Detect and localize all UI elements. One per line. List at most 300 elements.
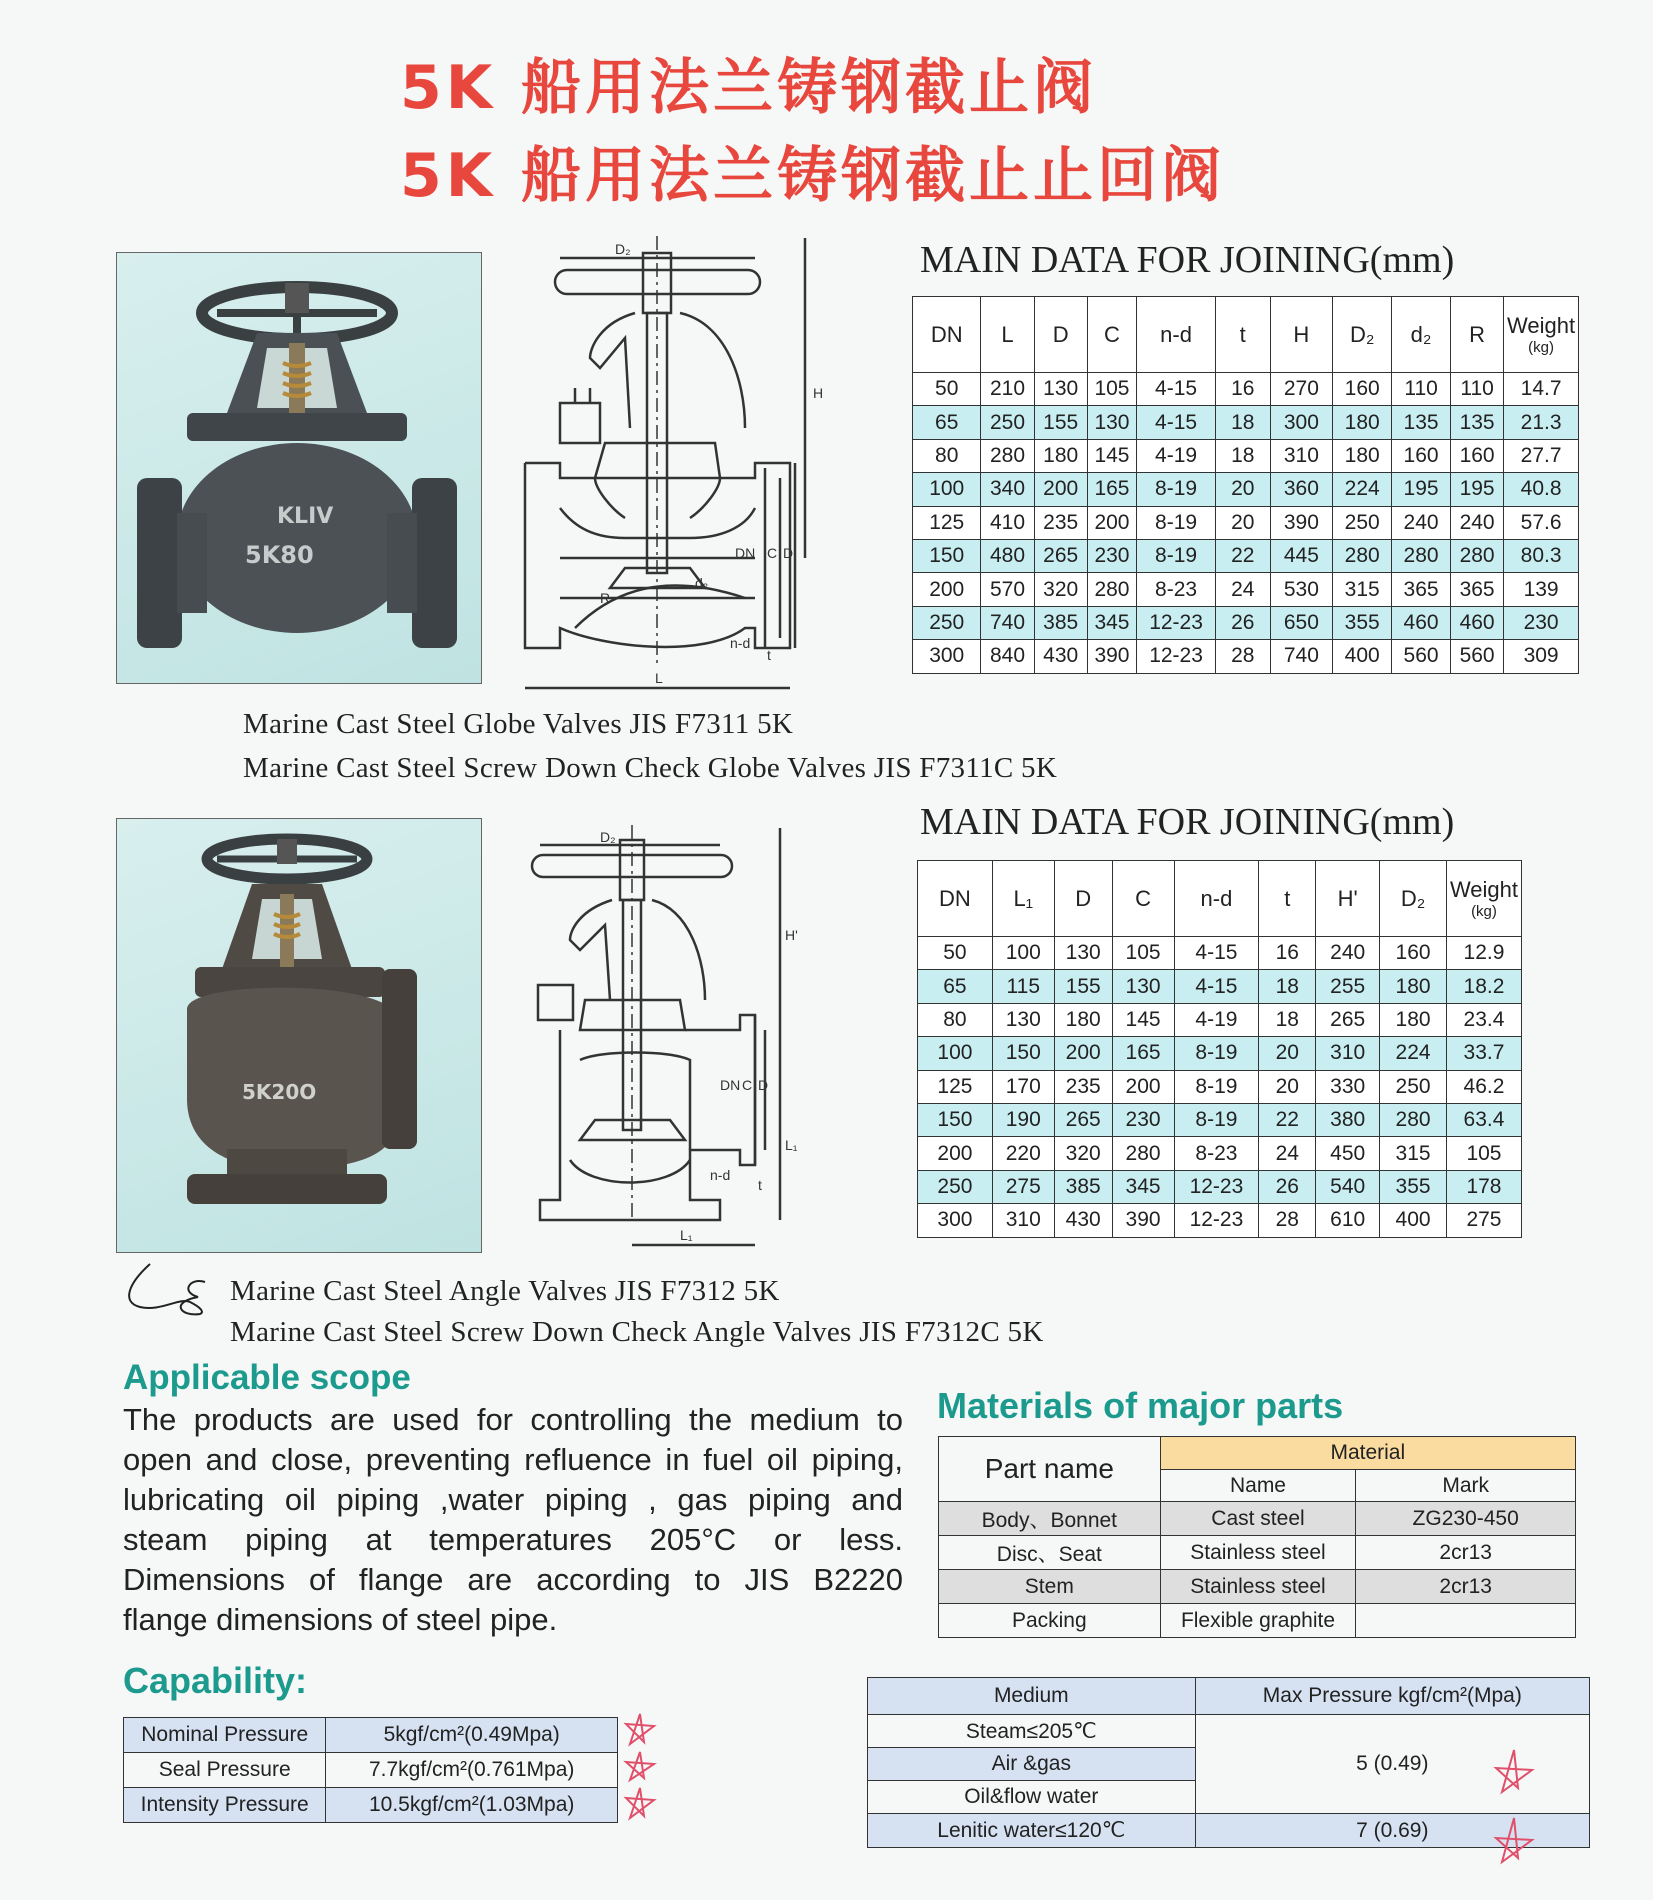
pressure-value-lenitic: 7 (0.69) (1195, 1814, 1589, 1848)
angle-table-cell: 275 (1446, 1204, 1521, 1237)
materials-mark (1356, 1604, 1576, 1638)
globe-table-cell: 22 (1215, 539, 1270, 572)
angle-photo-brand-marking: 5K20O (242, 1080, 317, 1104)
scope-line-1: The products are used for controlling the medium to (123, 1402, 903, 1437)
globe-valve-line-drawing (505, 228, 885, 698)
globe-table-cell: 80.3 (1504, 539, 1579, 572)
globe-table-cell: 145 (1087, 439, 1136, 472)
globe-table-row (913, 439, 1579, 472)
angle-table-cell: 4-15 (1174, 970, 1259, 1003)
angle-table-cell: 4-15 (1174, 937, 1259, 970)
globe-table-cell: 280 (981, 439, 1034, 472)
globe-table-cell: 110 (1392, 373, 1451, 406)
angle-table-cell: 130 (992, 1003, 1054, 1036)
globe-table-cell: 180 (1333, 406, 1392, 439)
globe-table-cell: 80 (913, 439, 981, 472)
globe-col-nd: n-d (1137, 297, 1216, 373)
globe-table-cell: 250 (1333, 506, 1392, 539)
angle-table-cell: 20 (1259, 1037, 1316, 1070)
globe-drawing-label-t: t (767, 647, 771, 663)
angle-col-dn: DN (918, 861, 993, 937)
globe-table-cell: 8-19 (1137, 473, 1216, 506)
angle-drawing-label-h-prime: H' (785, 927, 798, 943)
globe-drawing-label-dn: DN (735, 545, 756, 561)
materials-mark-header: Mark (1356, 1470, 1576, 1502)
pressure-medium-header: Medium (868, 1678, 1196, 1715)
materials-name: Cast steel (1160, 1502, 1356, 1536)
materials-mark: 2cr13 (1356, 1570, 1576, 1604)
angle-table-cell: 310 (1316, 1037, 1380, 1070)
globe-table-row (913, 473, 1579, 506)
globe-table-cell: 200 (1034, 473, 1087, 506)
globe-table-row (913, 606, 1579, 639)
globe-table-cell: 20 (1215, 473, 1270, 506)
globe-table-cell: 230 (1087, 539, 1136, 572)
globe-photo-brand-marking: KLIV (277, 504, 334, 529)
globe-table-cell: 28 (1215, 640, 1270, 673)
globe-drawing-label-l: L (655, 670, 663, 686)
globe-table-cell: 210 (981, 373, 1034, 406)
angle-table-cell: 12-23 (1174, 1170, 1259, 1203)
angle-col-nd: n-d (1174, 861, 1259, 937)
angle-table-cell: 300 (918, 1204, 993, 1237)
globe-table-row (913, 640, 1579, 673)
globe-drawing-label-nd: n-d (730, 635, 751, 651)
globe-table-cell: 250 (981, 406, 1034, 439)
capability-value: 7.7kgf/cm²(0.761Mpa) (326, 1753, 618, 1788)
angle-col-d2: D₂ (1380, 861, 1447, 937)
angle-table-cell: 170 (992, 1070, 1054, 1103)
globe-table-cell: 240 (1451, 506, 1504, 539)
globe-col-h: H (1270, 297, 1333, 373)
capability-row (124, 1718, 618, 1753)
globe-table-cell: 570 (981, 573, 1034, 606)
globe-table-row (913, 506, 1579, 539)
globe-table-row (913, 539, 1579, 572)
globe-table-cell: 16 (1215, 373, 1270, 406)
globe-table-cell: 355 (1333, 606, 1392, 639)
globe-table-cell: 235 (1034, 506, 1087, 539)
materials-header-row-1 (939, 1437, 1576, 1470)
globe-col-c: C (1087, 297, 1136, 373)
angle-table-cell: 380 (1316, 1103, 1380, 1136)
globe-table-cell: 280 (1087, 573, 1136, 606)
globe-table-cell: 240 (1392, 506, 1451, 539)
angle-table-cell: 330 (1316, 1070, 1380, 1103)
angle-table-cell: 8-19 (1174, 1037, 1259, 1070)
globe-table-cell: 445 (1270, 539, 1333, 572)
pressure-max-header: Max Pressure kgf/cm²(Mpa) (1195, 1678, 1589, 1715)
angle-table-cell: 540 (1316, 1170, 1380, 1203)
materials-row (939, 1502, 1576, 1536)
globe-table-cell: 560 (1392, 640, 1451, 673)
angle-table-cell: 115 (992, 970, 1054, 1003)
globe-table-cell: 65 (913, 406, 981, 439)
angle-table-cell: 150 (918, 1103, 993, 1136)
globe-table-cell: 300 (1270, 406, 1333, 439)
angle-table-row (918, 1204, 1522, 1237)
globe-table-cell: 135 (1451, 406, 1504, 439)
handwritten-star-marks (620, 1712, 660, 1824)
angle-table-cell: 315 (1380, 1137, 1447, 1170)
globe-drawing-label-c: C (767, 545, 778, 561)
angle-drawing-label-l1: L₁ (680, 1227, 693, 1243)
globe-table-cell: 165 (1087, 473, 1136, 506)
globe-table-cell: 740 (981, 606, 1034, 639)
globe-col-d2-small: d₂ (1392, 297, 1451, 373)
globe-table-cell: 27.7 (1504, 439, 1579, 472)
globe-col-weight-label: Weight (1507, 313, 1576, 338)
globe-table-cell: 180 (1333, 439, 1392, 472)
angle-table-cell: 250 (1380, 1070, 1447, 1103)
angle-table-cell: 280 (1112, 1137, 1174, 1170)
globe-table-cell: 125 (913, 506, 981, 539)
angle-table-cell: 190 (992, 1103, 1054, 1136)
globe-table-cell: 280 (1392, 539, 1451, 572)
capability-heading: Capability: (123, 1660, 308, 1701)
materials-table (938, 1436, 1576, 1638)
capability-value: 5kgf/cm²(0.49Mpa) (326, 1718, 618, 1753)
globe-drawing-label-d: D (783, 545, 794, 561)
angle-drawing-label-nd: n-d (710, 1167, 731, 1183)
materials-row (939, 1570, 1576, 1604)
globe-table-row (913, 373, 1579, 406)
globe-drawing-label-h: H (813, 385, 824, 401)
globe-table-cell: 530 (1270, 573, 1333, 606)
angle-table-cell: 224 (1380, 1037, 1447, 1070)
page-title-line-1: 5K 船用法兰铸钢截止阀 (400, 53, 1098, 123)
angle-table-cell: 400 (1380, 1204, 1447, 1237)
angle-table-cell: 200 (1112, 1070, 1174, 1103)
globe-table-cell: 390 (1270, 506, 1333, 539)
globe-table-cell: 130 (1087, 406, 1136, 439)
globe-col-r: R (1451, 297, 1504, 373)
angle-table-row (918, 1137, 1522, 1170)
pressure-value-main: 5 (0.49) (1195, 1715, 1589, 1814)
angle-table-cell: 12-23 (1174, 1204, 1259, 1237)
globe-table-cell: 200 (1087, 506, 1136, 539)
angle-table-cell: 65 (918, 970, 993, 1003)
globe-table-cell: 340 (981, 473, 1034, 506)
pressure-medium: Steam≤205℃ (868, 1715, 1196, 1748)
angle-caption-2: Marine Cast Steel Screw Down Check Angle Valves JIS F7312C 5K (230, 1316, 1044, 1348)
angle-table-cell: 105 (1446, 1137, 1521, 1170)
angle-col-h-prime: H' (1316, 861, 1380, 937)
globe-table-cell: 840 (981, 640, 1034, 673)
globe-table-cell: 250 (913, 606, 981, 639)
materials-mark: ZG230-450 (1356, 1502, 1576, 1536)
angle-table-cell: 200 (1054, 1037, 1112, 1070)
scope-line-3: lubricating oil piping ,water piping , gas piping and (123, 1482, 903, 1517)
handwritten-star-marks-pressure (1490, 1748, 1538, 1873)
globe-table-cell: 135 (1392, 406, 1451, 439)
materials-part: Disc、Seat (939, 1536, 1161, 1570)
globe-table-cell: 160 (1451, 439, 1504, 472)
capability-row (124, 1753, 618, 1788)
angle-table-cell: 265 (1316, 1003, 1380, 1036)
globe-table-cell: 460 (1392, 606, 1451, 639)
angle-table-cell: 230 (1112, 1103, 1174, 1136)
materials-row (939, 1604, 1576, 1638)
scope-line-4: steam piping at temperatures 205°C or less. (123, 1522, 903, 1557)
angle-table-cell: 33.7 (1446, 1037, 1521, 1070)
globe-table-cell: 160 (1392, 439, 1451, 472)
angle-table-cell: 280 (1380, 1103, 1447, 1136)
materials-heading: Materials of major parts (937, 1385, 1344, 1426)
globe-valve-drawing (505, 228, 885, 698)
angle-table-cell: 150 (992, 1037, 1054, 1070)
angle-table-cell: 390 (1112, 1204, 1174, 1237)
angle-table-cell: 310 (992, 1204, 1054, 1237)
angle-col-l1: L₁ (992, 861, 1054, 937)
materials-mark: 2cr13 (1356, 1536, 1576, 1570)
angle-table-row (918, 1170, 1522, 1203)
handwritten-squiggle-mark (120, 1262, 210, 1317)
materials-name: Flexible graphite (1160, 1604, 1356, 1638)
angle-table-row (918, 1037, 1522, 1070)
angle-drawing-label-d2: D₂ (600, 829, 616, 845)
globe-table-cell: 12-23 (1137, 640, 1216, 673)
angle-table-cell: 28 (1259, 1204, 1316, 1237)
materials-name: Stainless steel (1160, 1536, 1356, 1570)
angle-table-cell: 235 (1054, 1070, 1112, 1103)
materials-part: Stem (939, 1570, 1161, 1604)
angle-data-table (917, 860, 1522, 1238)
globe-table-cell: 300 (913, 640, 981, 673)
globe-table-cell: 195 (1392, 473, 1451, 506)
angle-table-cell: 105 (1112, 937, 1174, 970)
angle-table-cell: 220 (992, 1137, 1054, 1170)
globe-table-cell: 14.7 (1504, 373, 1579, 406)
angle-table-cell: 180 (1380, 970, 1447, 1003)
globe-table-cell: 360 (1270, 473, 1333, 506)
globe-table-heading: MAIN DATA FOR JOINING(mm) (920, 239, 1455, 281)
globe-photo-size-marking: 5K80 (245, 541, 314, 569)
angle-table-cell: 265 (1054, 1103, 1112, 1136)
globe-table-cell: 385 (1034, 606, 1087, 639)
globe-table-cell: 21.3 (1504, 406, 1579, 439)
angle-table-cell: 180 (1380, 1003, 1447, 1036)
angle-col-weight-unit: (kg) (1471, 903, 1497, 920)
angle-table-cell: 26 (1259, 1170, 1316, 1203)
angle-table-cell: 24 (1259, 1137, 1316, 1170)
angle-table-cell: 16 (1259, 937, 1316, 970)
globe-table-cell: 280 (1451, 539, 1504, 572)
angle-table-cell: 450 (1316, 1137, 1380, 1170)
globe-table-cell: 309 (1504, 640, 1579, 673)
angle-table-cell: 4-19 (1174, 1003, 1259, 1036)
materials-name-header: Name (1160, 1470, 1356, 1502)
globe-valve-photo (116, 252, 482, 684)
globe-table-cell: 180 (1034, 439, 1087, 472)
angle-col-weight-label: Weight (1449, 877, 1519, 902)
globe-table-cell: 110 (1451, 373, 1504, 406)
globe-col-d: D (1034, 297, 1087, 373)
globe-table-cell: 315 (1333, 573, 1392, 606)
angle-table-cell: 8-19 (1174, 1070, 1259, 1103)
globe-table-cell: 310 (1270, 439, 1333, 472)
angle-table-cell: 200 (918, 1137, 993, 1170)
globe-table-cell: 18 (1215, 406, 1270, 439)
capability-table (123, 1717, 618, 1823)
pressure-medium: Air &gas (868, 1748, 1196, 1781)
angle-table-cell: 240 (1316, 937, 1380, 970)
globe-table-cell: 320 (1034, 573, 1087, 606)
materials-part: Packing (939, 1604, 1161, 1638)
angle-table-cell: 46.2 (1446, 1070, 1521, 1103)
globe-valve-illustration (117, 253, 481, 683)
globe-table-cell: 8-23 (1137, 573, 1216, 606)
angle-table-cell: 130 (1054, 937, 1112, 970)
globe-table-cell: 50 (913, 373, 981, 406)
angle-drawing-label-dn: DN (720, 1077, 741, 1093)
angle-table-cell: 8-19 (1174, 1103, 1259, 1136)
globe-col-l: L (981, 297, 1034, 373)
angle-table-cell: 250 (918, 1170, 993, 1203)
pressure-row (868, 1814, 1590, 1848)
globe-table-cell: 18 (1215, 439, 1270, 472)
globe-table-cell: 480 (981, 539, 1034, 572)
globe-table-cell: 57.6 (1504, 506, 1579, 539)
globe-table-cell: 4-15 (1137, 406, 1216, 439)
globe-table-cell: 460 (1451, 606, 1504, 639)
angle-table-row (918, 1103, 1522, 1136)
globe-table-cell: 20 (1215, 506, 1270, 539)
globe-table-cell: 265 (1034, 539, 1087, 572)
globe-table-cell: 150 (913, 539, 981, 572)
angle-table-cell: 130 (1112, 970, 1174, 1003)
angle-table-cell: 100 (918, 1037, 993, 1070)
angle-table-row (918, 970, 1522, 1003)
angle-drawing-label-c: C (742, 1077, 753, 1093)
globe-table-cell: 430 (1034, 640, 1087, 673)
globe-col-d2: D₂ (1333, 297, 1392, 373)
globe-col-weight (1504, 297, 1579, 373)
globe-table-cell: 4-15 (1137, 373, 1216, 406)
capability-row (124, 1788, 618, 1823)
angle-table-cell: 275 (992, 1170, 1054, 1203)
globe-table-cell: 560 (1451, 640, 1504, 673)
globe-table-cell: 4-19 (1137, 439, 1216, 472)
globe-table-cell: 740 (1270, 640, 1333, 673)
angle-valve-illustration (117, 819, 481, 1252)
globe-table-cell: 270 (1270, 373, 1333, 406)
globe-table-cell: 24 (1215, 573, 1270, 606)
globe-table-cell: 12-23 (1137, 606, 1216, 639)
globe-table-cell: 26 (1215, 606, 1270, 639)
materials-material-header: Material (1160, 1437, 1575, 1470)
globe-table-cell: 365 (1392, 573, 1451, 606)
globe-table-cell: 195 (1451, 473, 1504, 506)
angle-drawing-label-l1-vertical: L₁ (785, 1137, 798, 1153)
globe-data-table (912, 296, 1579, 674)
angle-table-cell: 63.4 (1446, 1103, 1521, 1136)
globe-table-header-row (913, 297, 1579, 373)
angle-col-t: t (1259, 861, 1316, 937)
scope-paragraph (123, 1400, 903, 1640)
angle-table-cell: 165 (1112, 1037, 1174, 1070)
angle-table-cell: 18 (1259, 970, 1316, 1003)
globe-table-cell: 139 (1504, 573, 1579, 606)
globe-table-cell: 230 (1504, 606, 1579, 639)
angle-table-row (918, 1003, 1522, 1036)
globe-table-cell: 105 (1087, 373, 1136, 406)
globe-table-cell: 345 (1087, 606, 1136, 639)
pressure-medium: Lenitic water≤120℃ (868, 1814, 1196, 1848)
angle-table-cell: 178 (1446, 1170, 1521, 1203)
angle-table-cell: 345 (1112, 1170, 1174, 1203)
angle-table-cell: 255 (1316, 970, 1380, 1003)
pressure-medium: Oil&flow water (868, 1781, 1196, 1814)
angle-table-cell: 160 (1380, 937, 1447, 970)
angle-table-cell: 355 (1380, 1170, 1447, 1203)
angle-table-cell: 180 (1054, 1003, 1112, 1036)
angle-col-d: D (1054, 861, 1112, 937)
pressure-header-row (868, 1678, 1590, 1715)
scope-line-6: flange dimensions of steel pipe. (123, 1602, 558, 1637)
globe-col-dn: DN (913, 297, 981, 373)
globe-col-t: t (1215, 297, 1270, 373)
globe-table-cell: 224 (1333, 473, 1392, 506)
angle-table-cell: 125 (918, 1070, 993, 1103)
pressure-table (867, 1677, 1590, 1848)
angle-table-cell: 385 (1054, 1170, 1112, 1203)
globe-table-cell: 8-19 (1137, 539, 1216, 572)
globe-caption-1: Marine Cast Steel Globe Valves JIS F7311 5K (243, 708, 794, 740)
angle-caption-1: Marine Cast Steel Angle Valves JIS F7312 5K (230, 1275, 780, 1307)
capability-value: 10.5kgf/cm²(1.03Mpa) (326, 1788, 618, 1823)
capability-label: Intensity Pressure (124, 1788, 326, 1823)
page-title-line-2: 5K 船用法兰铸钢截止止回阀 (400, 141, 1226, 211)
capability-label: Nominal Pressure (124, 1718, 326, 1753)
angle-table-heading: MAIN DATA FOR JOINING(mm) (920, 801, 1455, 843)
angle-valve-drawing (520, 820, 890, 1260)
globe-table-cell: 200 (913, 573, 981, 606)
angle-table-cell: 8-23 (1174, 1137, 1259, 1170)
scope-line-2: open and close, preventing refluence in fuel oil piping, (123, 1442, 903, 1477)
globe-table-cell: 100 (913, 473, 981, 506)
globe-table-cell: 650 (1270, 606, 1333, 639)
globe-drawing-label-r: R (600, 590, 611, 606)
materials-part: Body、Bonnet (939, 1502, 1161, 1536)
angle-table-cell: 23.4 (1446, 1003, 1521, 1036)
angle-table-cell: 610 (1316, 1204, 1380, 1237)
globe-table-cell: 280 (1333, 539, 1392, 572)
angle-table-cell: 430 (1054, 1204, 1112, 1237)
angle-table-cell: 50 (918, 937, 993, 970)
globe-drawing-label-d2: D₂ (615, 241, 631, 257)
angle-table-cell: 145 (1112, 1003, 1174, 1036)
angle-drawing-label-d: D (758, 1077, 769, 1093)
globe-table-cell: 390 (1087, 640, 1136, 673)
angle-table-cell: 100 (992, 937, 1054, 970)
globe-caption-2: Marine Cast Steel Screw Down Check Globe Valves JIS F7311C 5K (243, 752, 1058, 784)
angle-valve-line-drawing (520, 820, 890, 1260)
scope-heading: Applicable scope (123, 1358, 411, 1397)
globe-table-cell: 155 (1034, 406, 1087, 439)
materials-row (939, 1536, 1576, 1570)
angle-table-cell: 320 (1054, 1137, 1112, 1170)
angle-table-row (918, 1070, 1522, 1103)
capability-label: Seal Pressure (124, 1753, 326, 1788)
angle-table-cell: 18.2 (1446, 970, 1521, 1003)
angle-drawing-label-t: t (758, 1177, 762, 1193)
globe-table-cell: 160 (1333, 373, 1392, 406)
globe-table-cell: 40.8 (1504, 473, 1579, 506)
globe-table-cell: 365 (1451, 573, 1504, 606)
globe-col-weight-unit: (kg) (1528, 339, 1555, 356)
globe-table-cell: 130 (1034, 373, 1087, 406)
